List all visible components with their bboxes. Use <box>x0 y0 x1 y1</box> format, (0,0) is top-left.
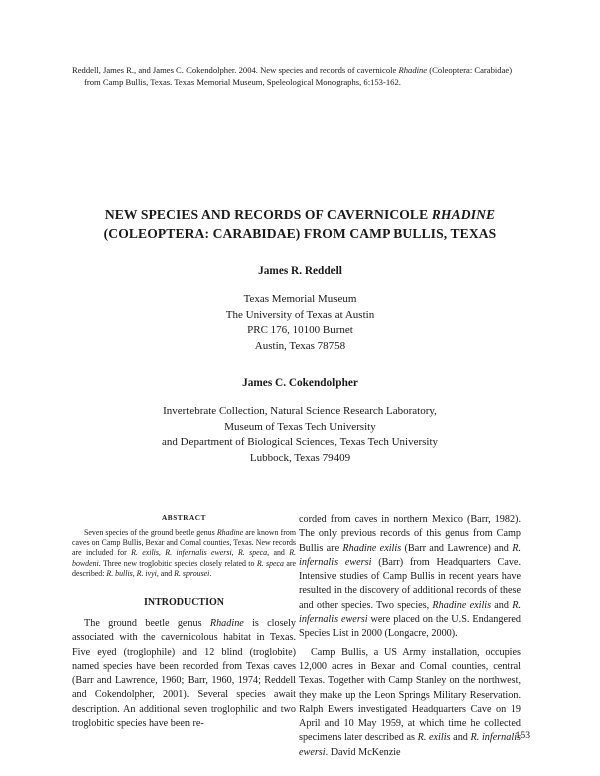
abstract-body <box>72 528 296 579</box>
citation-line-2: from Camp Bullis, Texas. Texas Memorial Museum, Speleological Monographs, 6:153-162. <box>84 77 401 87</box>
introduction-column-left <box>72 617 296 731</box>
title-line-1: NEW SPECIES AND RECORDS OF CAVERNICOLE RHADINE <box>104 207 496 222</box>
affiliation-line: PRC 176, 10100 Burnet <box>247 324 353 336</box>
affiliation-line: Austin, Texas 78758 <box>254 339 346 352</box>
author-1-affiliation <box>0 292 600 354</box>
title-line-2: (COLEOPTERA: CARABIDAE) FROM CAMP BULLIS, TEXAS <box>103 226 497 241</box>
citation-line-1: Reddell, James R., and James C. Cokendolpher. 2004. New species and records of cavernicole Rhadine (Coleoptera: Carabidae) <box>72 65 513 75</box>
introduction-paragraph-1-part-2: corded from caves in northern Mexico (Barr, 1982). The only previous records of this genus from Camp Bullis are Rhadine exilis (Barr and Lawrence) and R. infernalis ewersi (Barr) from Headquarters Cave. Intensive studies of Camp Bullis in recent years have resulted in the discovery of additional records of these and other species. Two species, Rhadine exilis and R. infernalis ewersi were placed on the U.S. Endangered Species List in 2000 (Longacre, 2000). <box>299 514 521 640</box>
citation <box>72 64 542 88</box>
page-number: 153 <box>515 730 530 741</box>
abstract-text: Seven species of the ground beetle genus Rhadine are known from caves on Camp Bullis, Bexar and Comal counties, Texas. New records are included for R. exilis, R. infernalis ewersi, R. speca, and R. bowdeni. Three new troglobitic species closely related to R. speca are described: R. bullis, R. ivyi, and R. sprousei. <box>72 528 297 578</box>
introduction-heading: INTRODUCTION <box>143 597 224 608</box>
author-2-name: James C. Cokendolpher <box>242 377 358 389</box>
introduction-column-right <box>299 513 521 760</box>
affiliation-line: and Department of Biological Sciences, Texas Tech University <box>161 436 439 448</box>
affiliation-line: Lubbock, Texas 79409 <box>249 451 351 464</box>
author-1-name: James R. Reddell <box>258 265 342 277</box>
introduction-paragraph-2: Camp Bullis, a US Army installation, occupies 12,000 acres in Bexar and Comal counties, central Texas. Together with Camp Stanley on the northwest, they make up the Leon Springs Military Reservation. Ralph Ewers investigated Headquarters Cave on 19 April and 10 May 1959, at which time he collected specimens later described as R. exilis and R. infernalis ewersi. David McKenzie <box>299 646 521 758</box>
abstract-heading: ABSTRACT <box>162 514 206 522</box>
introduction-paragraph-1-part-1: The ground beetle genus Rhadine is closely associated with the cavernicolous habitat in Texas. Five eyed (troglophile) and 12 blind (troglobite) named species have been recorded from Texas caves (Barr and Lawrence, 1960; Barr, 1960, 1974; Reddell and Cokendolpher, 2001). Several species await description. An additional seven troglophilic and two troglobitic species have been re- <box>72 618 296 730</box>
affiliation-line: Texas Memorial Museum <box>243 293 357 305</box>
affiliation-line: The University of Texas at Austin <box>225 308 375 321</box>
affiliation-line: Invertebrate Collection, Natural Science Research Laboratory, <box>163 405 437 417</box>
affiliation-line: Museum of Texas Tech University <box>224 420 376 433</box>
author-2-affiliation <box>0 404 600 466</box>
article-title <box>0 205 600 243</box>
